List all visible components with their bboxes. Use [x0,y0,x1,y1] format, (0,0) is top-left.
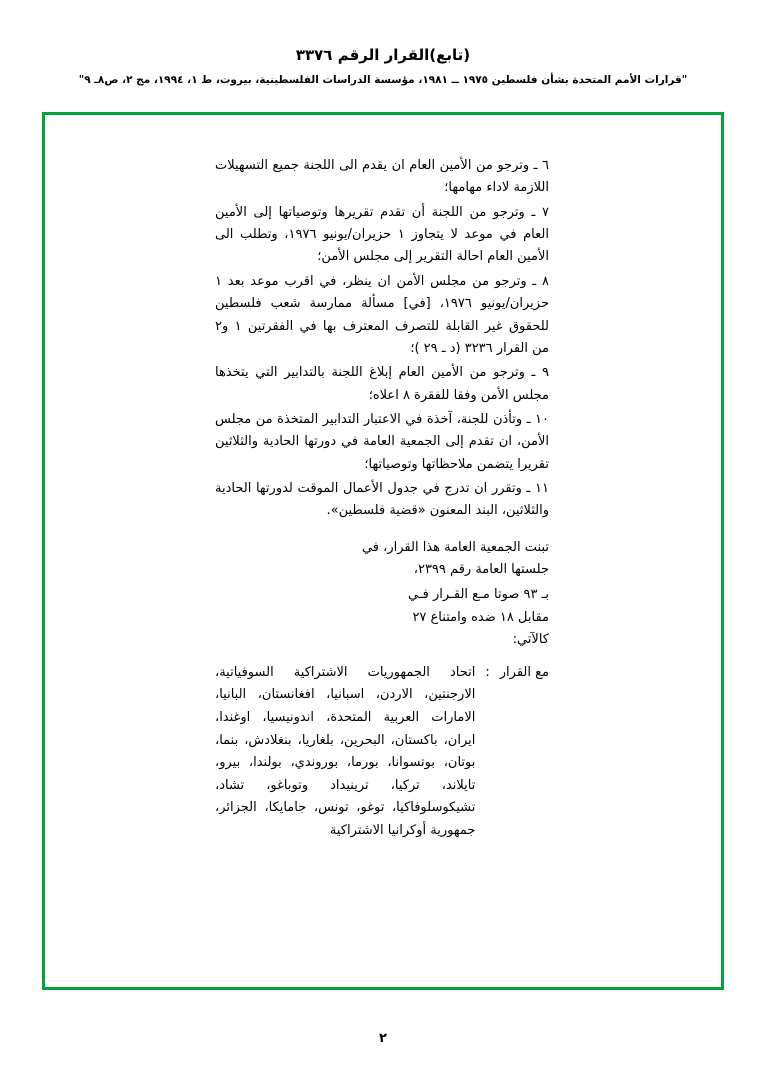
page-number: ٢ [379,1031,387,1046]
resolution-body [215,155,549,843]
paragraph-6: ٦ ـ وترجو من الأمين العام ان يقدم الى اللجنة جميع التسهيلات اللازمة لاداء مهامها؛ [215,158,549,196]
page-title: (تابع)القرار الرقم ٣٣٧٦ [295,46,471,64]
in-favor-country-list: اتحاد الجمهوريات الاشتراكية السوفياتية، الارجنتين، الاردن، اسبانيا، افغانستان، البانيا، الامارات العربية المتحدة، اندونيسيا، اوغندا، ايران، باكستان، البحرين، بلغاريا، بنغلادش، بنما، بوتان، بوتسوانا، بورما، بوروندي، بولندا، بيرو، تايلاند، تركيا، ترينيداد وتوباغو، تشاد، تشيكوسلوفاكيا، توغو، تونس، جامايكا، الجزائر، جمهورية أوكرانيا الاشتراكية [215,664,476,839]
vote-line-for: بـ ٩٣ صوتا مـع القـرار فـي [408,586,549,602]
in-favor-section [215,662,549,843]
paragraph-7: ٧ ـ وترجو من اللجنة أن تقدم تقريرها وتوصياتها إلى الأمين العام في موعد لا يتجاوز ١ حزيران/يونيو ١٩٧٦، وتطلب الى الأمين العام احالة التقرير إلى مجلس الأمن؛ [215,204,549,265]
in-favor-colon: : [485,664,490,680]
adoption-line-1: تبنت الجمعية العامة هذا القرار، في [361,539,549,555]
in-favor-label: مع القرار [499,664,549,680]
document-header [0,0,766,86]
vote-line-asfollows: كالآتي: [512,632,549,648]
paragraph-10: ١٠ ـ وتأذن للجنة، آخذة في الاعتبار التدابير المتخذة من مجلس الأمن، ان تقدم إلى الجمعية العامة في دورتها الحادية والثلاثين تقريرا يتضمن ملاحظاتها وتوصياتها؛ [215,411,549,472]
adoption-note [215,537,549,582]
vote-tally [215,584,549,652]
content-frame [42,112,724,990]
source-citation: "قرارات الأمم المتحدة بشأن فلسطين ١٩٧٥ ــ ١٩٨١، مؤسسة الدراسات الفلسطينية، بيروت، ط ١، ١٩٩٤، مج ٢، ص٨ـ ٩" [78,74,688,86]
paragraph-9: ٩ ـ وترجو من الأمين العام إبلاغ اللجنة بالتدابير التي يتخذها مجلس الأمن وفقا للفقرة ٨ اعلاه؛ [215,365,549,403]
paragraph-11: ١١ ـ وتقرر ان تدرج في جدول الأعمال الموقت لدورتها الحادية والثلاثين، البند المعنون «قضية فلسطين». [215,481,549,519]
paragraph-8: ٨ ـ وترجو من مجلس الأمن ان ينظر، في اقرب موعد بعد ١ حزيران/يونيو ١٩٧٦، [في] مسألة ممارسة شعب فلسطين للحقوق غير القابلة للتصرف المعترف بها في الفقرتين ١ و٢ من القرار ٣٢٣٦ (د ـ ٢٩ )؛ [215,273,549,356]
adoption-line-2: جلستها العامة رقم ٢٣٩٩، [413,562,549,578]
vote-line-against: مقابل ١٨ ضده وامتناع ٢٧ [412,609,549,625]
